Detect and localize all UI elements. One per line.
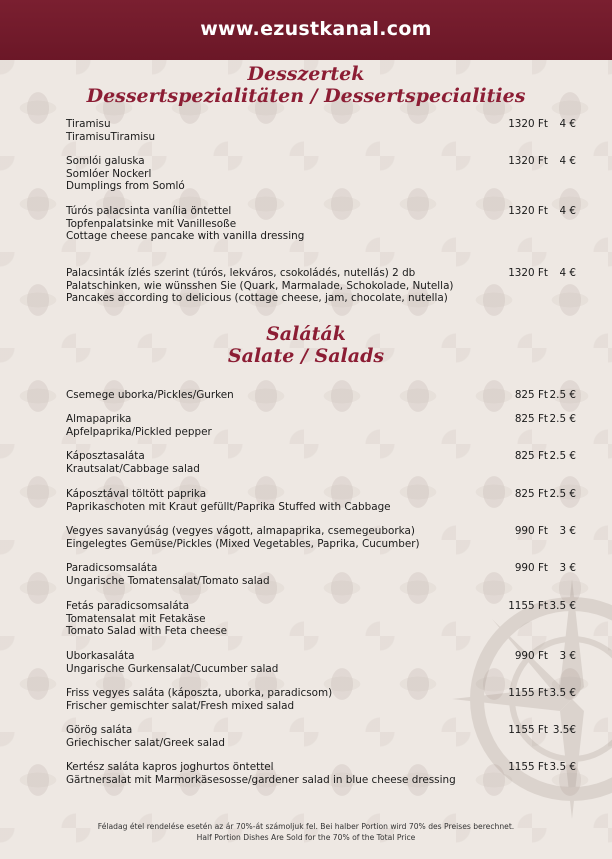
menu-item xyxy=(66,413,576,438)
item-name-hu: Görög saláta xyxy=(66,724,133,736)
price-ft: 1155 Ft xyxy=(508,600,548,612)
item-name-de: Krautsalat/Cabbage salad xyxy=(66,462,200,475)
item-name-hu: Almapaprika xyxy=(66,413,132,425)
price-eur: 3.5 € xyxy=(549,600,576,612)
price-eur: 3.5 € xyxy=(549,761,576,773)
menu-item xyxy=(66,687,576,712)
website-url[interactable]: www.ezustkanal.com xyxy=(200,18,432,40)
item-name-hu: Fetás paradicsomsaláta xyxy=(66,600,190,612)
price-eur: 3 € xyxy=(559,650,576,662)
item-name-de: Frischer gemischter salat/Fresh mixed salad xyxy=(66,699,295,712)
price-eur: 2.5 € xyxy=(549,389,576,401)
item-name-de: Ungarische Gurkensalat/Cucumber salad xyxy=(66,662,279,675)
item-name-de: Gärtnersalat mit Marmorkäsesosse/gardener salad in blue cheese dressing xyxy=(66,773,456,786)
item-name-en: Pancakes according to delicious (cottage cheese, jam, chocolate, nutella) xyxy=(66,292,448,305)
menu-item xyxy=(66,205,576,243)
item-name-hu: Túrós palacsinta vanília öntettel xyxy=(66,205,232,217)
price-ft: 1320 Ft xyxy=(508,155,548,167)
item-name-hu: Paradicsomsaláta xyxy=(66,562,158,574)
price-ft: 1320 Ft xyxy=(508,205,548,217)
footer-line-1: Féladag étel rendelése esetén az ár 70%-át számoljuk fel. Bei halber Portion wird 70% des Preises berechnet. xyxy=(97,822,515,831)
price-eur: 3 € xyxy=(559,525,576,537)
item-name-de: Tomatensalat mit Fetakäse xyxy=(66,612,206,625)
item-name-en: Cottage cheese pancake with vanilla dressing xyxy=(66,230,305,243)
price-ft: 1155 Ft xyxy=(508,687,548,699)
footer-line-2: Half Portion Dishes Are Sold for the 70% of the Total Price xyxy=(196,833,416,842)
item-name-de: Palatschinken, wie wünsshen Sie (Quark, Marmalade, Schokolade, Nutella) xyxy=(66,279,454,292)
menu-item xyxy=(66,562,576,587)
menu-item xyxy=(66,724,576,749)
item-name-de: Apfelpaprika/Pickled pepper xyxy=(66,425,212,438)
price-eur: 3 € xyxy=(559,562,576,574)
menu-item xyxy=(66,118,576,143)
menu-item xyxy=(66,761,576,786)
item-name-de: Ungarische Tomatensalat/Tomato salad xyxy=(66,574,270,587)
price-ft: 990 Ft xyxy=(514,562,548,574)
item-name-hu: Kertész saláta kapros joghurtos öntettel xyxy=(66,761,274,773)
menu-item xyxy=(66,650,576,675)
price-eur: 3.5 € xyxy=(549,687,576,699)
item-name-hu: Somlói galuska xyxy=(66,155,145,167)
item-name-hu: Csemege uborka/Pickles/Gurken xyxy=(66,389,234,401)
menu-item xyxy=(66,600,576,638)
menu-item xyxy=(66,525,576,550)
item-name-de: TiramisuTiramisu xyxy=(66,130,156,143)
desserts-title-hu: Desszertek xyxy=(247,63,365,85)
item-name-hu: Káposztasaláta xyxy=(66,450,145,462)
item-name-hu: Tiramisu xyxy=(66,118,111,130)
item-name-de: Somlóer Nockerl xyxy=(66,167,152,180)
price-ft: 1155 Ft xyxy=(508,724,548,736)
item-name-en: Tomato Salad with Feta cheese xyxy=(66,625,228,638)
item-name-de: Topfenpalatsinke mit Vanillesoße xyxy=(66,217,237,230)
item-name-hu: Palacsinták ízlés szerint (túrós, lekváros, csokoládés, nutellás) 2 db xyxy=(66,267,416,279)
price-ft: 990 Ft xyxy=(514,650,548,662)
desserts-title-de-en: Dessertspezialitäten / Dessertspecialities xyxy=(86,85,526,107)
price-ft: 1155 Ft xyxy=(508,761,548,773)
desserts-title xyxy=(0,63,612,107)
price-ft: 825 Ft xyxy=(514,389,548,401)
footer-note xyxy=(0,821,612,843)
price-ft: 1320 Ft xyxy=(508,267,548,279)
item-name-de: Paprikaschoten mit Kraut gefüllt/Paprika Stuffed with Cabbage xyxy=(66,500,391,513)
item-name-en: Dumplings from Somló xyxy=(66,180,185,193)
menu-item xyxy=(66,389,576,402)
salads-title-hu: Saláták xyxy=(266,323,346,345)
price-ft: 990 Ft xyxy=(514,525,548,537)
item-name-hu: Uborkasaláta xyxy=(66,650,135,662)
item-name-hu: Friss vegyes saláta (káposzta, uborka, paradicsom) xyxy=(66,687,333,699)
price-eur: 4 € xyxy=(559,118,576,130)
item-name-hu: Vegyes savanyúság (vegyes vágott, almapaprika, csemegeuborka) xyxy=(66,525,415,537)
price-ft: 825 Ft xyxy=(514,488,548,500)
item-name-de: Eingelegtes Gemüse/Pickles (Mixed Vegetables, Paprika, Cucumber) xyxy=(66,537,420,550)
item-name-hu: Káposztával töltött paprika xyxy=(66,488,207,500)
price-eur: 4 € xyxy=(559,205,576,217)
price-ft: 825 Ft xyxy=(514,450,548,462)
price-eur: 4 € xyxy=(559,155,576,167)
price-eur: 2.5 € xyxy=(549,450,576,462)
menu-item xyxy=(66,450,576,475)
menu-item xyxy=(66,267,576,305)
item-name-de: Griechischer salat/Greek salad xyxy=(66,736,225,749)
menu-item xyxy=(66,155,576,193)
header-bar xyxy=(0,0,612,60)
price-eur: 2.5 € xyxy=(549,488,576,500)
price-ft: 1320 Ft xyxy=(508,118,548,130)
price-eur: 3.5€ xyxy=(552,724,576,736)
salads-title xyxy=(0,323,612,367)
salads-title-de-en: Salate / Salads xyxy=(227,345,385,367)
price-eur: 4 € xyxy=(559,267,576,279)
menu-item xyxy=(66,488,576,513)
price-ft: 825 Ft xyxy=(514,413,548,425)
price-eur: 2.5 € xyxy=(549,413,576,425)
